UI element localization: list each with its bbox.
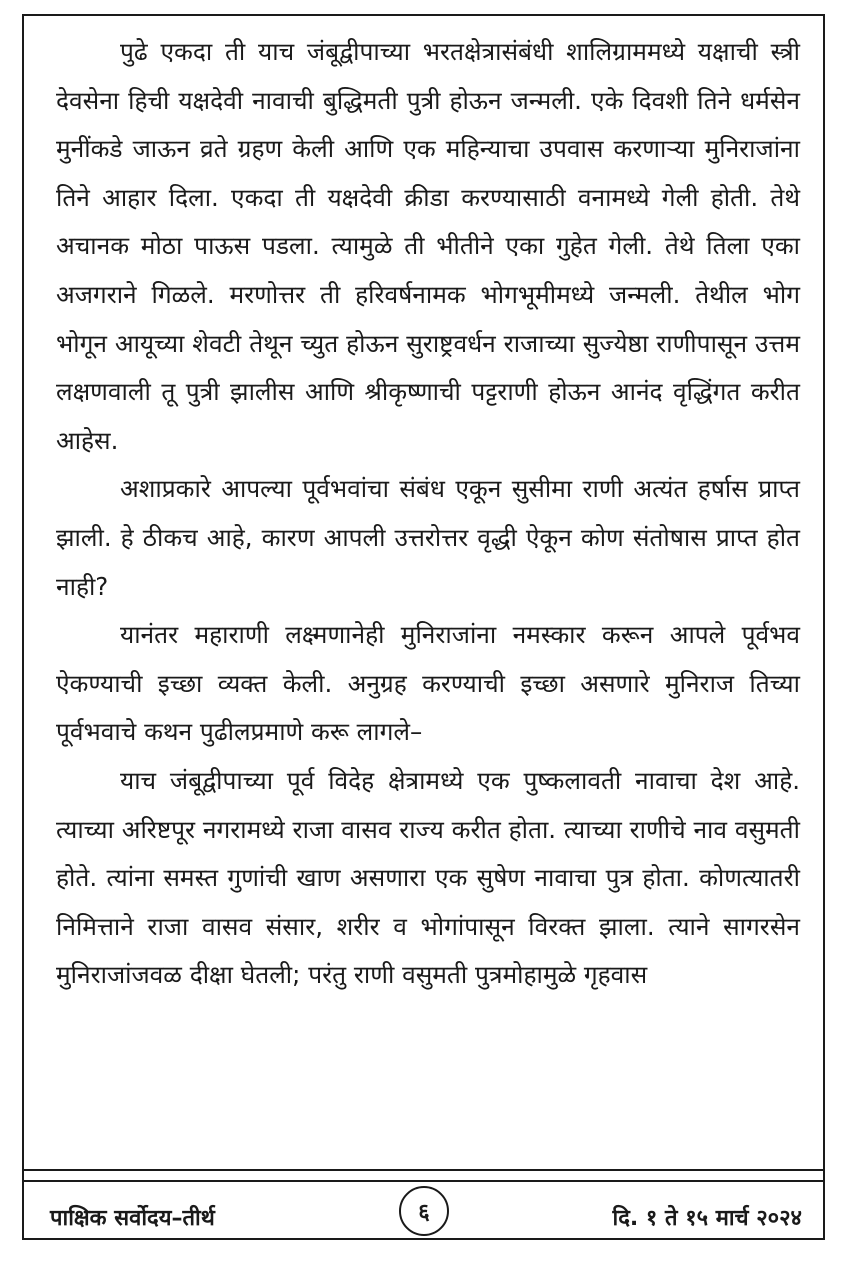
paragraph-1: पुढे एकदा ती याच जंबूद्वीपाच्या भरतक्षेत्रासंबंधी शालिग्राममध्ये यक्षाची स्त्री देवसेना हिची यक्षदेवी नावाची बुद्धिमती पुत्री होऊन जन्मली. एके दिवशी तिने धर्मसेन मुनींकडे जाऊन व्रते ग्रहण केली आणि एक महिन्याचा उपवास करणाऱ्या मुनिराजांना तिने आहार दिला. एकदा ती यक्षदेवी क्रीडा करण्यासाठी वनामध्ये गेली होती. तेथे अचानक मोठा पाऊस पडला. त्यामुळे ती भीतीने एका गुहेत गेली. तेथे तिला एका अजगराने गिळले. मरणोत्तर ती हरिवर्षनामक भोगभूमीमध्ये जन्मली. तेथील भोग भोगून आयूच्या शेवटी तेथून च्युत होऊन सुराष्ट्रवर्धन राजाच्या सुज्येष्ठा राणीपासून उत्तम लक्षणवाली तू पुत्री झालीस आणि श्रीकृष्णाची पट्टराणी होऊन आनंद वृद्धिंगत करीत आहेस. <box>56 37 800 455</box>
paragraph-4: याच जंबूद्वीपाच्या पूर्व विदेह क्षेत्रामध्ये एक पुष्कलावती नावाचा देश आहे. त्याच्या अरिष्टपूर नगरामध्ये राजा वासव राज्य करीत होता. त्याच्या राणीचे नाव वसुमती होते. त्यांना समस्त गुणांची खाण असणारा एक सुषेण नावाचा पुत्र होता. कोणत्यातरी निमित्ताने राजा वासव संसार, शरीर व भोगांपासून विरक्त झाला. त्याने सागरसेन मुनिराजांजवळ दीक्षा घेतली; परंतु राणी वसुमती पुत्रमोहामुळे गृहवास <box>56 765 800 990</box>
article-body <box>56 28 800 1000</box>
paragraph-2: अशाप्रकारे आपल्या पूर्वभवांचा संबंध एकून सुसीमा राणी अत्यंत हर्षास प्राप्त झाली. हे ठीकच आहे, कारण आपली उत्तरोत्तर वृद्धी ऐकून कोण संतोषास प्राप्त होत नाही? <box>56 474 800 601</box>
page-number: ६ <box>418 1200 430 1225</box>
paragraph-3: यानंतर महाराणी लक्ष्मणानेही मुनिराजांना नमस्कार करून आपले पूर्वभव ऐकण्याची इच्छा व्यक्त केली. अनुग्रह करण्याची इच्छा असणारे मुनिराज तिच्या पूर्वभवाचे कथन पुढीलप्रमाणे करू लागले– <box>56 620 800 747</box>
footer-divider-bottom <box>22 1180 825 1182</box>
footer-divider-top <box>22 1169 825 1171</box>
page-number-badge <box>399 1186 449 1236</box>
publication-name: पाक्षिक सर्वोदय–तीर्थ <box>50 1206 215 1231</box>
issue-date: दि. १ ते १५ मार्च २०२४ <box>612 1206 802 1231</box>
